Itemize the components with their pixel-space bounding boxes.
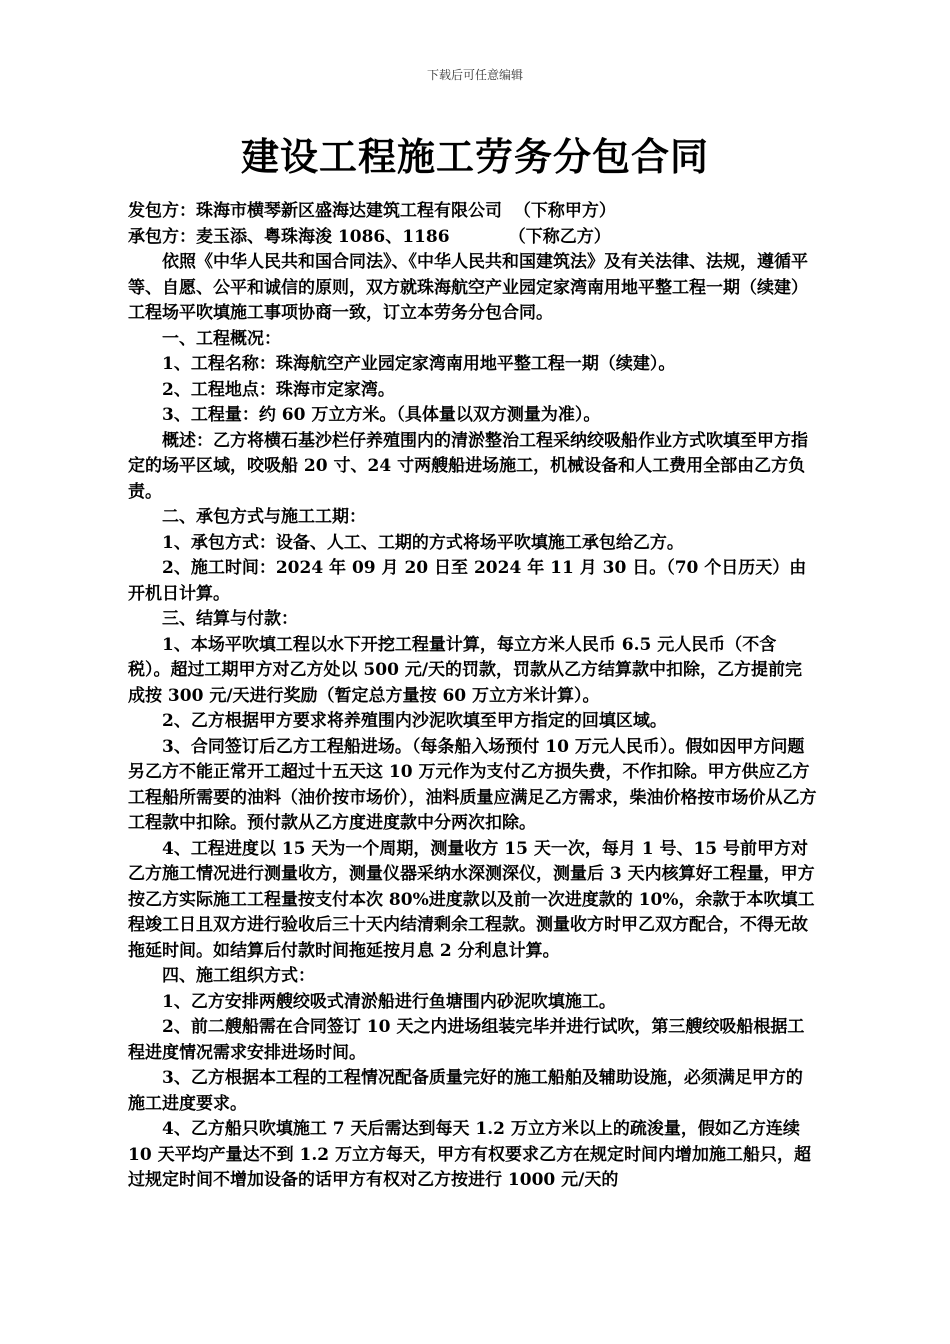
- clause-progress-payment: 4、工程进度以 15 天为一个周期，测量收方 15 天一次，每月 1 号、15 号前甲方对乙方施工情况进行测量收方，测量仪器采纳水深测深仪，测量后 3 天内核算好工程量，甲方按乙方实际施工工程量按支付本次 80%进度款以及前一次进度款的 10%，余款于本吹填工程竣工日且双方进行验收后三十天内结清剩余工程款。测量收方时甲乙双方配合，不得无故拖延时间。如结算后付款时间拖延按月息 2 分利息计算。: [128, 838, 815, 961]
- section-heading-organization: 四、施工组织方式：: [162, 966, 315, 986]
- party-a-line: 发包方：珠海市横琴新区盛海达建筑工程有限公司 （下称甲方）: [128, 201, 616, 221]
- preamble-paragraph: 依照《中华人民共和国合同法》、《中华人民共和国建筑法》及有关法律、法规，遵循平等、自愿、公平和诚信的原则，双方就珠海航空产业园定家湾南用地平整工程一期（续建）工程场平吹填施工事项协商一致，订立本劳务分包合同。: [128, 252, 808, 323]
- section-heading-project-overview: 一、工程概况：: [162, 328, 281, 349]
- clause-output-requirement: 4、乙方船只吹填施工 7 天后需达到每天 1.2 万立方米以上的疏浚量，假如乙方连续 10 天平均产量达不到 1.2 万立方每天，甲方有权要求乙方在规定时间内增加施工船只，超过规定时间不增加设备的话甲方有权对乙方按进行 1000 元/天的: [128, 1119, 811, 1190]
- clause-equipment-requirements: 3、乙方根据本工程的工程情况配备质量完好的施工船舶及辅助设施，必须满足甲方的施工进度要求。: [128, 1068, 803, 1114]
- clause-project-quantity: 3、工程量：约 60 万立方米。（具体量以双方测量为准）。: [162, 405, 601, 425]
- clause-dredger-arrangement: 1、乙方安排两艘绞吸式清淤船进行鱼塘围内砂泥吹填施工。: [162, 991, 616, 1012]
- clause-contract-method: 1、承包方式：设备、人工、工期的方式将场平吹填施工承包给乙方。: [162, 532, 684, 553]
- clause-project-location: 2、工程地点：珠海市定家湾。: [162, 379, 395, 400]
- party-b-line: 承包方：麦玉添、粤珠海浚 1086、1186 （下称乙方）: [128, 226, 611, 247]
- clause-settlement-price: 1、本场平吹填工程以水下开挖工程量计算，每立方米人民币 6.5 元人民币（不含税）。超过工期甲方对乙方处以 500 元/天的罚款，罚款从乙方结算款中扣除，乙方提前完成按 300 元/天进行奖励（暂定总方量按 60 万立方米计算）。: [128, 634, 803, 706]
- clause-vessel-entry: 2、前二艘船需在合同签订 10 天之内进场组装完毕并进行试吹，第三艘绞吸船根据工程进度情况需求安排进场时间。: [128, 1017, 805, 1063]
- document-title: 建设工程施工劳务分包合同: [240, 134, 709, 179]
- clause-overview-summary: 概述：乙方将横石基沙栏仔养殖围内的清淤整治工程采纳绞吸船作业方式吹填至甲方指定的场平区域，咬吸船 20 寸、24 寸两艘船进场施工，机械设备和人工费用全部由乙方负责。: [128, 430, 808, 502]
- contract-body: [128, 199, 818, 1194]
- clause-construction-period: 2、施工时间：2024 年 09 月 20 日至 2024 年 11 月 30 日。（70 个日历天）由开机日计算。: [128, 558, 807, 604]
- clause-fill-area: 2、乙方根据甲方要求将养殖围内沙泥吹填至甲方指定的回填区域。: [162, 711, 667, 731]
- section-heading-settlement: 三、结算与付款：: [162, 609, 298, 629]
- header-note: 下载后可任意编辑: [426, 68, 523, 82]
- clause-project-name: 1、工程名称：珠海航空产业园定家湾南用地平整工程一期（续建）。: [162, 354, 676, 374]
- clause-advance-payment: 3、合同签订后乙方工程船进场。（每条船入场预付 10 万元人民币）。假如因甲方问题另乙方不能正常开工超过十五天这 10 万元作为支付乙方损失费，不作扣除。甲方供应乙方工程船所需要的油料（油价按市场价），油料质量应满足乙方需求，柴油价格按市场价从乙方工程款中扣除。预付款从乙方度进度款中分两次扣除。: [128, 736, 817, 833]
- section-heading-contract-method: 二、承包方式与施工工期：: [162, 507, 366, 527]
